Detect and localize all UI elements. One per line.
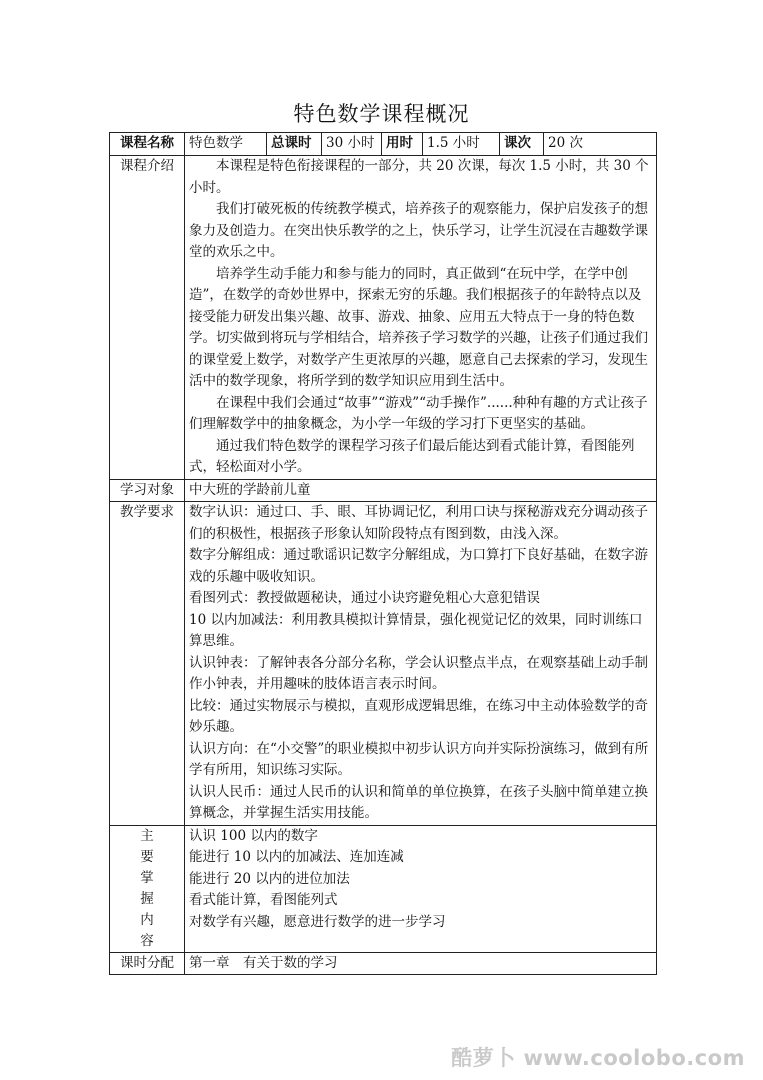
mastery-label-char: 容 — [140, 932, 154, 949]
mastery-label-char: 主 — [140, 827, 154, 844]
mastery-label — [110, 825, 185, 952]
requirements-row — [110, 502, 657, 826]
intro-paragraph: 本课程是特色衔接课程的一部分，共 20 次课，每次 1.5 小时，共 30 个小时。 — [189, 158, 649, 196]
mastery-item: 看式能计算，看图能列式 — [189, 892, 338, 908]
mastery-label-char: 掌 — [140, 869, 154, 886]
requirement-item: 认识人民币：通过人民币的认识和简单的单位换算，在孩子头脑中简单建立换算概念，并掌握生活实用技能。 — [189, 783, 648, 821]
mastery-label-char: 要 — [140, 848, 154, 865]
mastery-item: 能进行 20 以内的进位加法 — [189, 870, 350, 887]
mastery-item: 能进行 10 以内的加减法、连加连减 — [189, 849, 404, 865]
total-hours-value: 30 小时 — [322, 133, 382, 156]
site-watermark: 酷萝卜 www.coolobo.com — [451, 1046, 745, 1070]
audience-row — [110, 479, 657, 502]
intro-row — [110, 156, 657, 480]
allocation-row — [110, 952, 657, 975]
mastery-item: 对数学有兴趣，愿意进行数学的进一步学习 — [189, 913, 446, 930]
allocation-value: 第一章 有关于数的学习 — [185, 952, 657, 975]
course-name-label: 课程名称 — [110, 133, 185, 156]
requirement-item: 数字分解组成：通过歌谣识记数字分解组成，为口算打下良好基础，在数字游戏的乐趣中吸收知识。 — [189, 547, 648, 585]
mastery-label-char: 握 — [140, 890, 154, 907]
total-hours-label: 总课时 — [267, 133, 322, 156]
page-title: 特色数学课程概况 — [293, 102, 470, 126]
requirement-item: 10 以内加减法：利用教具模拟计算情景，强化视觉记忆的效果，同时训练口算思维。 — [189, 611, 643, 649]
sessions-label: 课次 — [500, 133, 544, 156]
requirements-content — [185, 502, 657, 826]
requirement-item: 看图列式：教授做题秘诀，通过小诀窍避免粗心大意犯错误 — [189, 590, 540, 606]
header-row — [110, 133, 657, 156]
requirements-label: 教学要求 — [110, 502, 185, 826]
intro-paragraph: 培养学生动手能力和参与能力的同时，真正做到“在玩中学，在学中创造”，在数学的奇妙世界中，探索无穷的乐趣。我们根据孩子的年龄特点以及接受能力研发出集兴趣、故事、游戏、抽象、应用五大特点于一身的特色数学。切实做到将玩与学相结合，培养孩子学习数学的兴趣，让孩子们通过我们的课堂爱上数学，对数学产生更浓厚的兴趣，愿意自己去探索的学习，发现生活中的数学现象，将所学到的数学知识应用到生活中。 — [189, 265, 648, 389]
sessions-value: 20 次 — [544, 133, 657, 156]
requirement-item: 数字认识：通过口、手、眼、耳协调记忆，利用口诀与探秘游戏充分调动孩子们的积极性，根据孩子形象认知阶段特点有图到数，由浅入深。 — [189, 504, 648, 542]
mastery-row — [110, 825, 657, 952]
requirement-item: 认识方向：在“小交警”的职业模拟中初步认识方向并实际扮演练习，做到有所学有所用，知识练习实际。 — [189, 740, 649, 778]
requirement-item: 比较：通过实物展示与模拟，直观形成逻辑思维，在练习中主动体验数学的奇妙乐趣。 — [189, 697, 648, 735]
intro-label: 课程介绍 — [110, 156, 185, 480]
mastery-content — [185, 825, 657, 952]
allocation-label: 课时分配 — [110, 952, 185, 975]
mastery-label-char: 内 — [140, 911, 154, 928]
audience-value: 中大班的学龄前儿童 — [185, 479, 657, 502]
mastery-item: 认识 100 以内的数字 — [189, 827, 318, 844]
intro-paragraph: 我们打破死板的传统教学模式，培养孩子的观察能力，保护启发孩子的想象力及创造力。在突出快乐教学的之上，快乐学习，让学生沉浸在吉趣数学课堂的欢乐之中。 — [189, 201, 648, 260]
course-name-value: 特色数学 — [185, 133, 267, 156]
intro-content — [185, 156, 657, 480]
audience-label: 学习对象 — [110, 479, 185, 502]
duration-label: 用时 — [382, 133, 423, 156]
intro-paragraph: 在课程中我们会通过“故事”“游戏”“动手操作”......种种有趣的方式让孩子们理解数学中的抽象概念，为小学一年级的学习打下更坚实的基础。 — [189, 394, 648, 432]
intro-paragraph: 通过我们特色数学的课程学习孩子们最后能达到看式能计算，看图能列式，轻松面对小学。 — [189, 437, 635, 475]
course-overview-table — [109, 132, 657, 975]
duration-value: 1.5 小时 — [423, 133, 500, 156]
requirement-item: 认识钟表：了解钟表各分部分名称，学会认识整点半点，在观察基础上动手制作小钟表，并用趣味的肢体语言表示时间。 — [189, 654, 648, 692]
